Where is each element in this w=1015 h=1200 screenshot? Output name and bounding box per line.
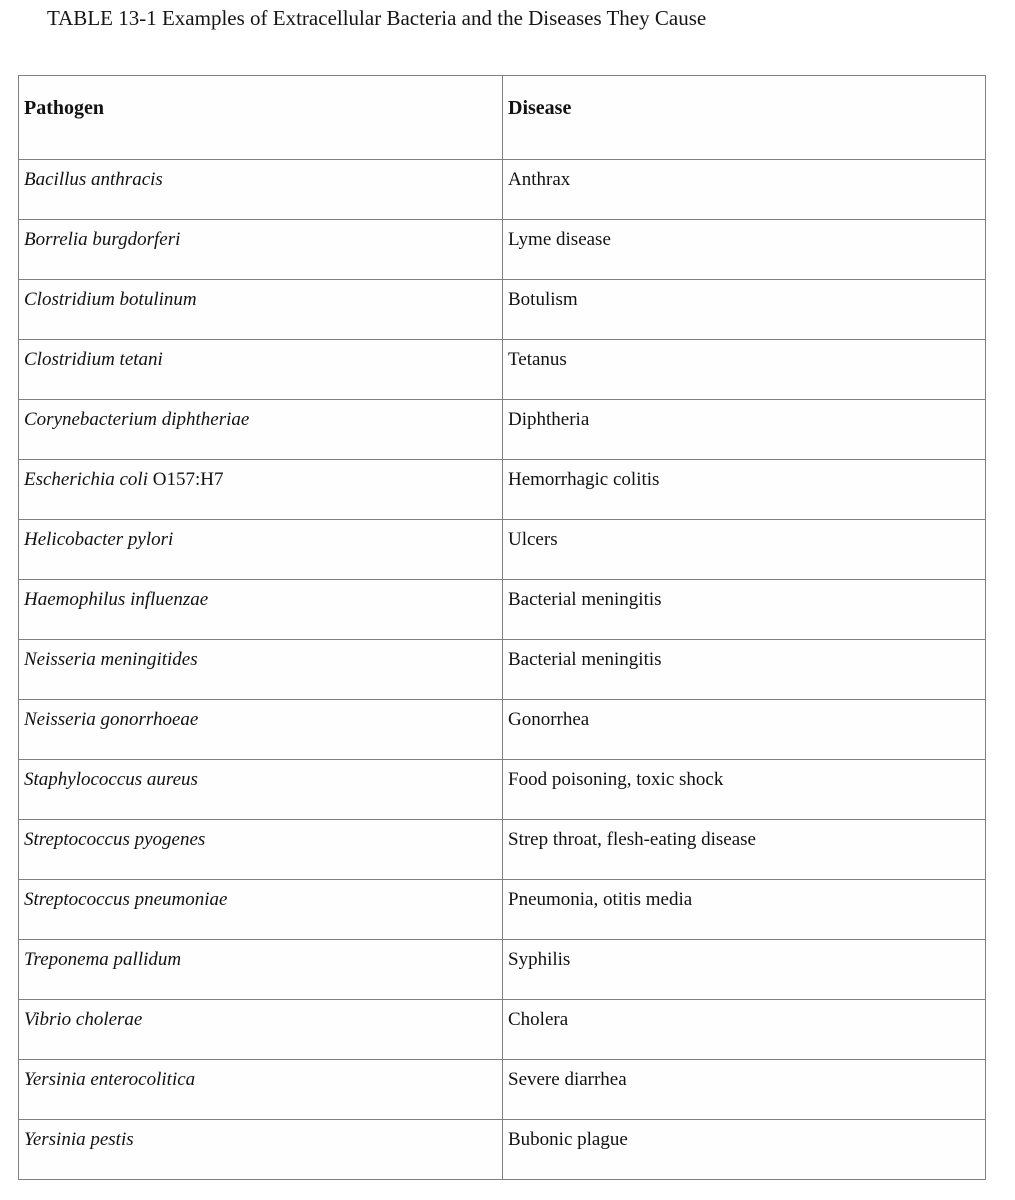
pathogen-name: Staphylococcus aureus [24,769,198,790]
table-row [19,1060,986,1120]
disease-cell: Tetanus [503,340,986,400]
pathogen-cell [19,700,503,760]
table-body [19,160,986,1180]
pathogen-name: Helicobacter pylori [24,529,174,550]
bacteria-disease-table [18,75,986,1180]
table-row [19,580,986,640]
pathogen-name: Neisseria gonorrhoeae [24,709,199,730]
pathogen-cell [19,1060,503,1120]
disease-cell: Strep throat, flesh-eating disease [503,820,986,880]
pathogen-cell [19,1000,503,1060]
disease-cell: Bacterial meningitis [503,640,986,700]
pathogen-cell [19,640,503,700]
table-row [19,1000,986,1060]
table-row [19,640,986,700]
pathogen-cell [19,220,503,280]
pathogen-name: Streptococcus pyogenes [24,829,206,850]
disease-cell: Food poisoning, toxic shock [503,760,986,820]
disease-cell: Syphilis [503,940,986,1000]
pathogen-name: Clostridium tetani [24,349,163,370]
pathogen-strain: O157:H7 [148,469,224,490]
column-header-disease: Disease [503,76,986,160]
pathogen-cell [19,520,503,580]
disease-cell: Bacterial meningitis [503,580,986,640]
pathogen-cell [19,280,503,340]
disease-cell: Anthrax [503,160,986,220]
pathogen-cell [19,820,503,880]
disease-cell: Bubonic plague [503,1120,986,1180]
pathogen-cell [19,340,503,400]
table-caption: TABLE 13-1 Examples of Extracellular Bacteria and the Diseases They Cause [47,6,707,30]
table-row [19,160,986,220]
table-row [19,820,986,880]
table-row [19,400,986,460]
disease-cell: Gonorrhea [503,700,986,760]
pathogen-name: Corynebacterium diphtheriae [24,409,250,430]
pathogen-name: Neisseria meningitides [24,649,198,670]
table-row [19,700,986,760]
disease-cell: Lyme disease [503,220,986,280]
pathogen-name: Borrelia burgdorferi [24,229,181,250]
pathogen-cell [19,760,503,820]
table-row [19,340,986,400]
pathogen-cell [19,1120,503,1180]
disease-cell: Botulism [503,280,986,340]
disease-cell: Ulcers [503,520,986,580]
pathogen-name: Vibrio cholerae [24,1009,143,1030]
pathogen-cell [19,160,503,220]
pathogen-name: Streptococcus pneumoniae [24,889,228,910]
disease-cell: Severe diarrhea [503,1060,986,1120]
table-header-row [19,76,986,160]
pathogen-cell [19,940,503,1000]
pathogen-name: Escherichia coli [24,469,148,490]
disease-cell: Diphtheria [503,400,986,460]
table-row [19,280,986,340]
column-header-pathogen: Pathogen [19,76,503,160]
pathogen-name: Treponema pallidum [24,949,182,970]
table-row [19,1120,986,1180]
pathogen-name: Haemophilus influenzae [24,589,209,610]
pathogen-name: Yersinia pestis [24,1129,134,1150]
pathogen-name: Bacillus anthracis [24,169,163,190]
disease-cell: Pneumonia, otitis media [503,880,986,940]
disease-cell: Cholera [503,1000,986,1060]
table-row [19,460,986,520]
pathogen-name: Yersinia enterocolitica [24,1069,196,1090]
table-row [19,220,986,280]
table-row [19,880,986,940]
pathogen-cell [19,400,503,460]
pathogen-cell [19,580,503,640]
table-row [19,520,986,580]
pathogen-name: Clostridium botulinum [24,289,197,310]
pathogen-cell [19,460,503,520]
table-row [19,760,986,820]
table-row [19,940,986,1000]
pathogen-cell [19,880,503,940]
disease-cell: Hemorrhagic colitis [503,460,986,520]
